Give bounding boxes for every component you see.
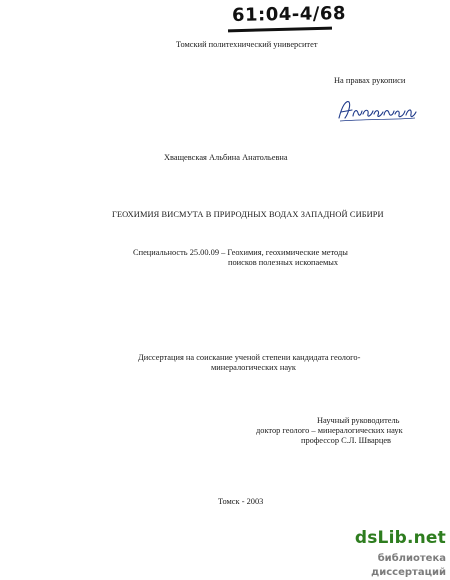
supervisor-name: профессор С.Л. Шварцев [301,436,392,445]
watermark-subtitle: библиотека диссертаций [371,553,446,578]
dissertation-title: ГЕОХИМИЯ ВИСМУТА В ПРИРОДНЫХ ВОДАХ ЗАПАДНОЙ СИБИРИ [112,210,384,219]
degree-statement-line-2: минералогических наук [211,363,296,372]
manuscript-rights-label: На правах рукописи [334,76,406,85]
handwritten-catalog-number: 61:04-4/68 [231,3,347,26]
dslib-watermark-logo [318,528,446,578]
degree-statement-line-1: Диссертация на соискание ученой степени кандидата геолого- [138,353,361,362]
supervisor-role: Научный руководитель [317,416,400,425]
author-name: Хващевская Альбина Анатольевна [164,153,288,162]
author-signature [336,96,418,124]
supervisor-degree: доктор геолого – минералогических наук [256,426,403,435]
specialty-line-2: поисков полезных ископаемых [228,258,339,267]
university-name: Томский политехнический университет [176,40,318,49]
city-and-year: Томск - 2003 [218,497,264,506]
catalog-number-underline [228,27,332,33]
specialty-line-1: Специальность 25.00.09 – Геохимия, геохимические методы [133,248,348,257]
watermark-domain: dsLib.net [354,528,446,548]
